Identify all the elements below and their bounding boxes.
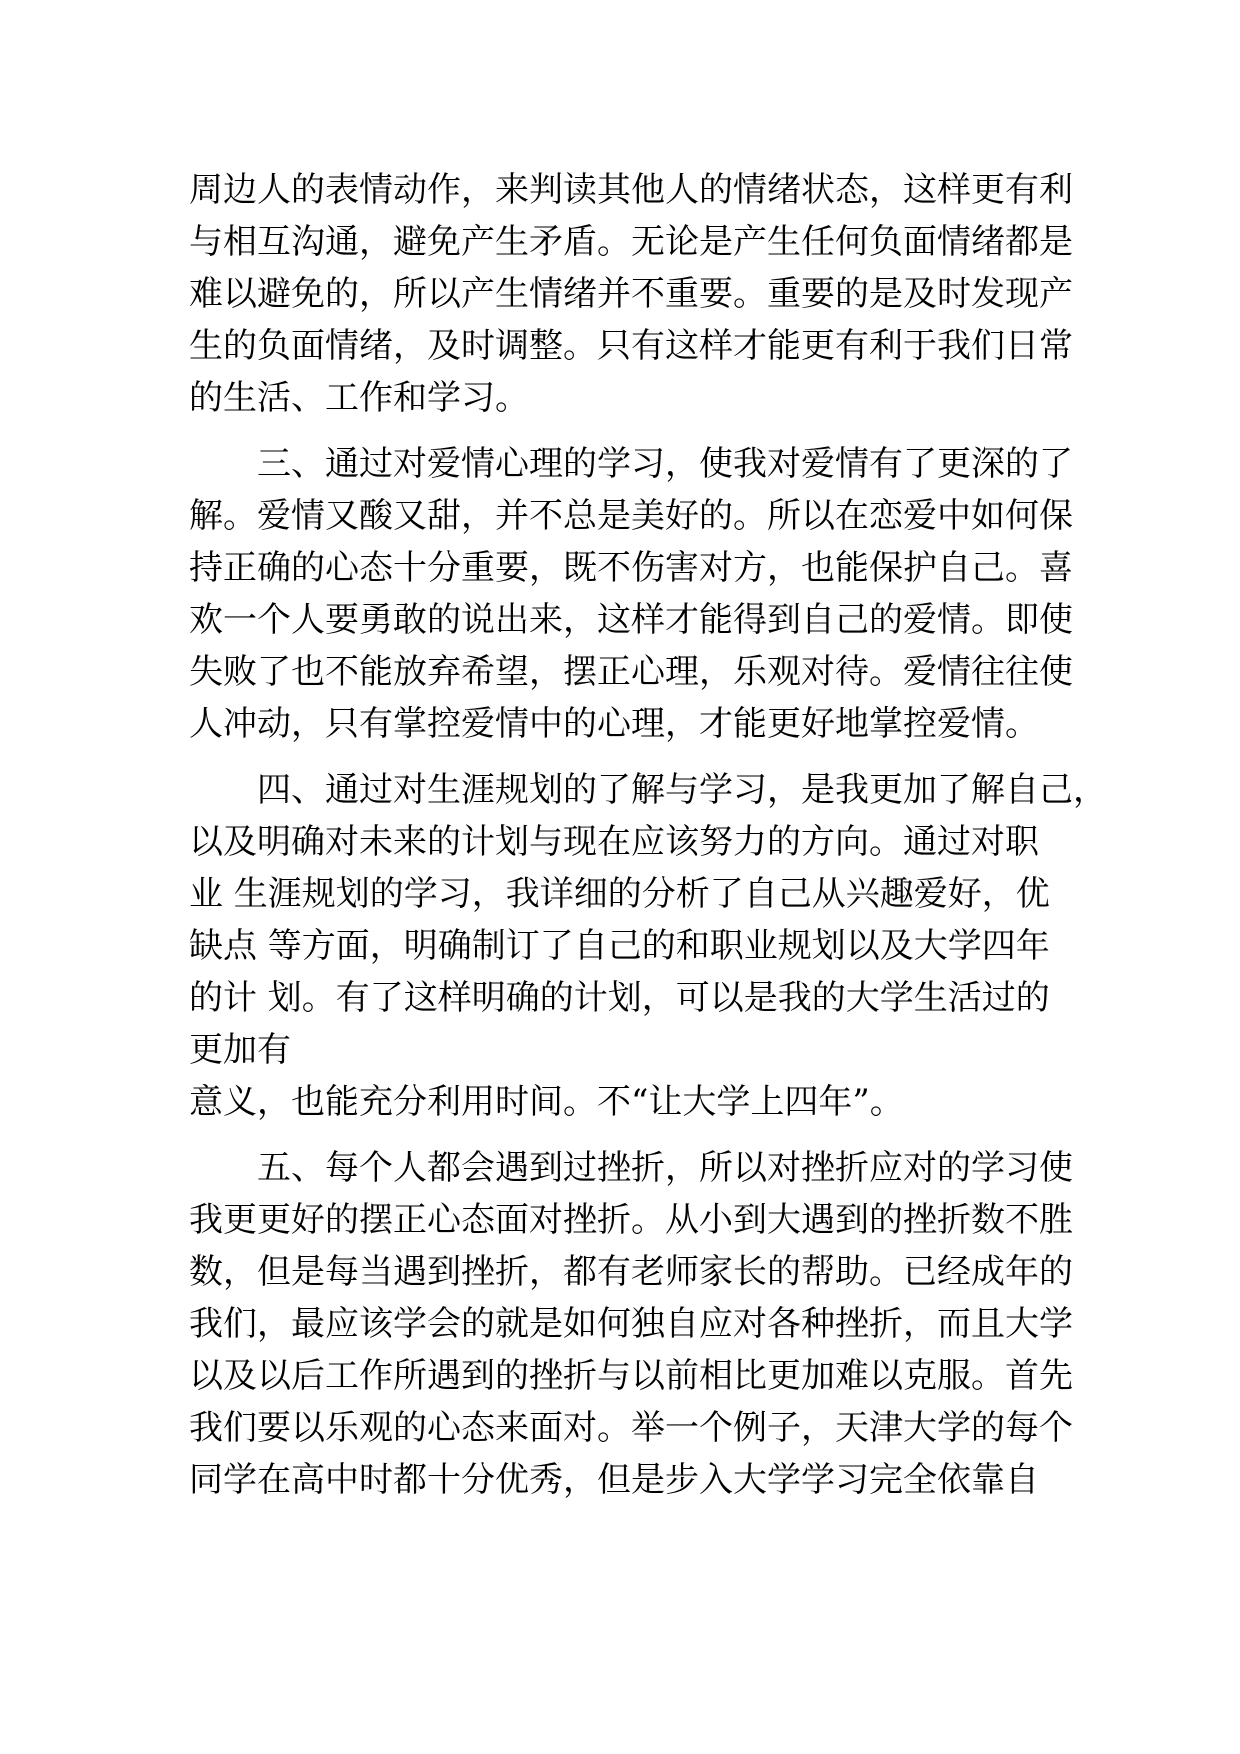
paragraph-1-line-2: 与相互沟通，避免产生矛盾。无论是产生任何负面情绪都是 [189,222,1073,262]
paragraph-3 [189,764,1107,1128]
paragraph-3-line-1: 四、通过对生涯规划的了解与学习，是我更加了解自己， [257,770,1107,810]
paragraph-4-line-2: 我更更好的摆正心态面对挫折。从小到大遇到的挫折数不胜 [189,1200,1073,1240]
paragraph-2-line-1: 三、通过对爱情心理的学习，使我对爱情有了更深的了 [257,444,1073,484]
paragraph-4-line-6: 我们要以乐观的心态来面对。举一个例子，天津大学的每个 [189,1408,1073,1448]
paragraph-spacer [189,750,1069,764]
paragraph-2-line-2: 解。爱情又酸又甜，并不总是美好的。所以在恋爱中如何保 [189,496,1073,536]
paragraph-4-line-3: 数，但是每当遇到挫折，都有老师家长的帮助。已经成年的 [189,1252,1073,1292]
paragraph-spacer [189,424,1069,438]
paragraph-4-line-7: 同学在高中时都十分优秀，但是步入大学学习完全依靠自 [189,1460,1039,1500]
paragraph-3-line-6: 更加有 [189,1030,291,1070]
paragraph-3-line-7: 意义，也能充分利用时间。不“让大学上四年”。 [189,1082,904,1122]
paragraph-2-line-5: 失败了也不能放弃希望，摆正心理，乐观对待。爱情往往使 [189,652,1073,692]
paragraph-1 [189,164,1073,424]
paragraph-1-line-3: 难以避免的，所以产生情绪并不重要。重要的是及时发现产 [189,274,1073,314]
paragraph-3-line-5: 的计 划。有了这样明确的计划，可以是我的大学生活过的 [189,978,1050,1018]
paragraph-1-line-1: 周边人的表情动作，来判读其他人的情绪状态，这样更有利 [189,170,1073,210]
paragraph-spacer [189,1128,1069,1142]
paragraph-3-line-3: 业 生涯规划的学习，我详细的分析了自己从兴趣爱好，优 [189,874,1050,914]
paragraph-1-line-5: 的生活、工作和学习。 [189,378,529,418]
paragraph-3-line-4: 缺点 等方面，明确制订了自己的和职业规划以及大学四年 [189,926,1050,966]
paragraph-4-line-1: 五、每个人都会遇到过挫折，所以对挫折应对的学习使 [257,1148,1073,1188]
paragraph-3-line-2: 以及明确对未来的计划与现在应该努力的方向。通过对职 [189,822,1039,862]
paragraph-4-line-5: 以及以后工作所遇到的挫折与以前相比更加难以克服。首先 [189,1356,1073,1396]
paragraph-2-line-6: 人冲动，只有掌控爱情中的心理，才能更好地掌控爱情。 [189,704,1039,744]
paragraph-2 [189,438,1073,750]
paragraph-1-line-4: 生的负面情绪，及时调整。只有这样才能更有利于我们日常 [189,326,1073,366]
paragraph-4-line-4: 我们，最应该学会的就是如何独自应对各种挫折，而且大学 [189,1304,1073,1344]
paragraph-2-line-3: 持正确的心态十分重要，既不伤害对方，也能保护自己。喜 [189,548,1073,588]
document-body [189,164,1107,1506]
paragraph-2-line-4: 欢一个人要勇敢的说出来，这样才能得到自己的爱情。即使 [189,600,1073,640]
paragraph-4 [189,1142,1073,1506]
